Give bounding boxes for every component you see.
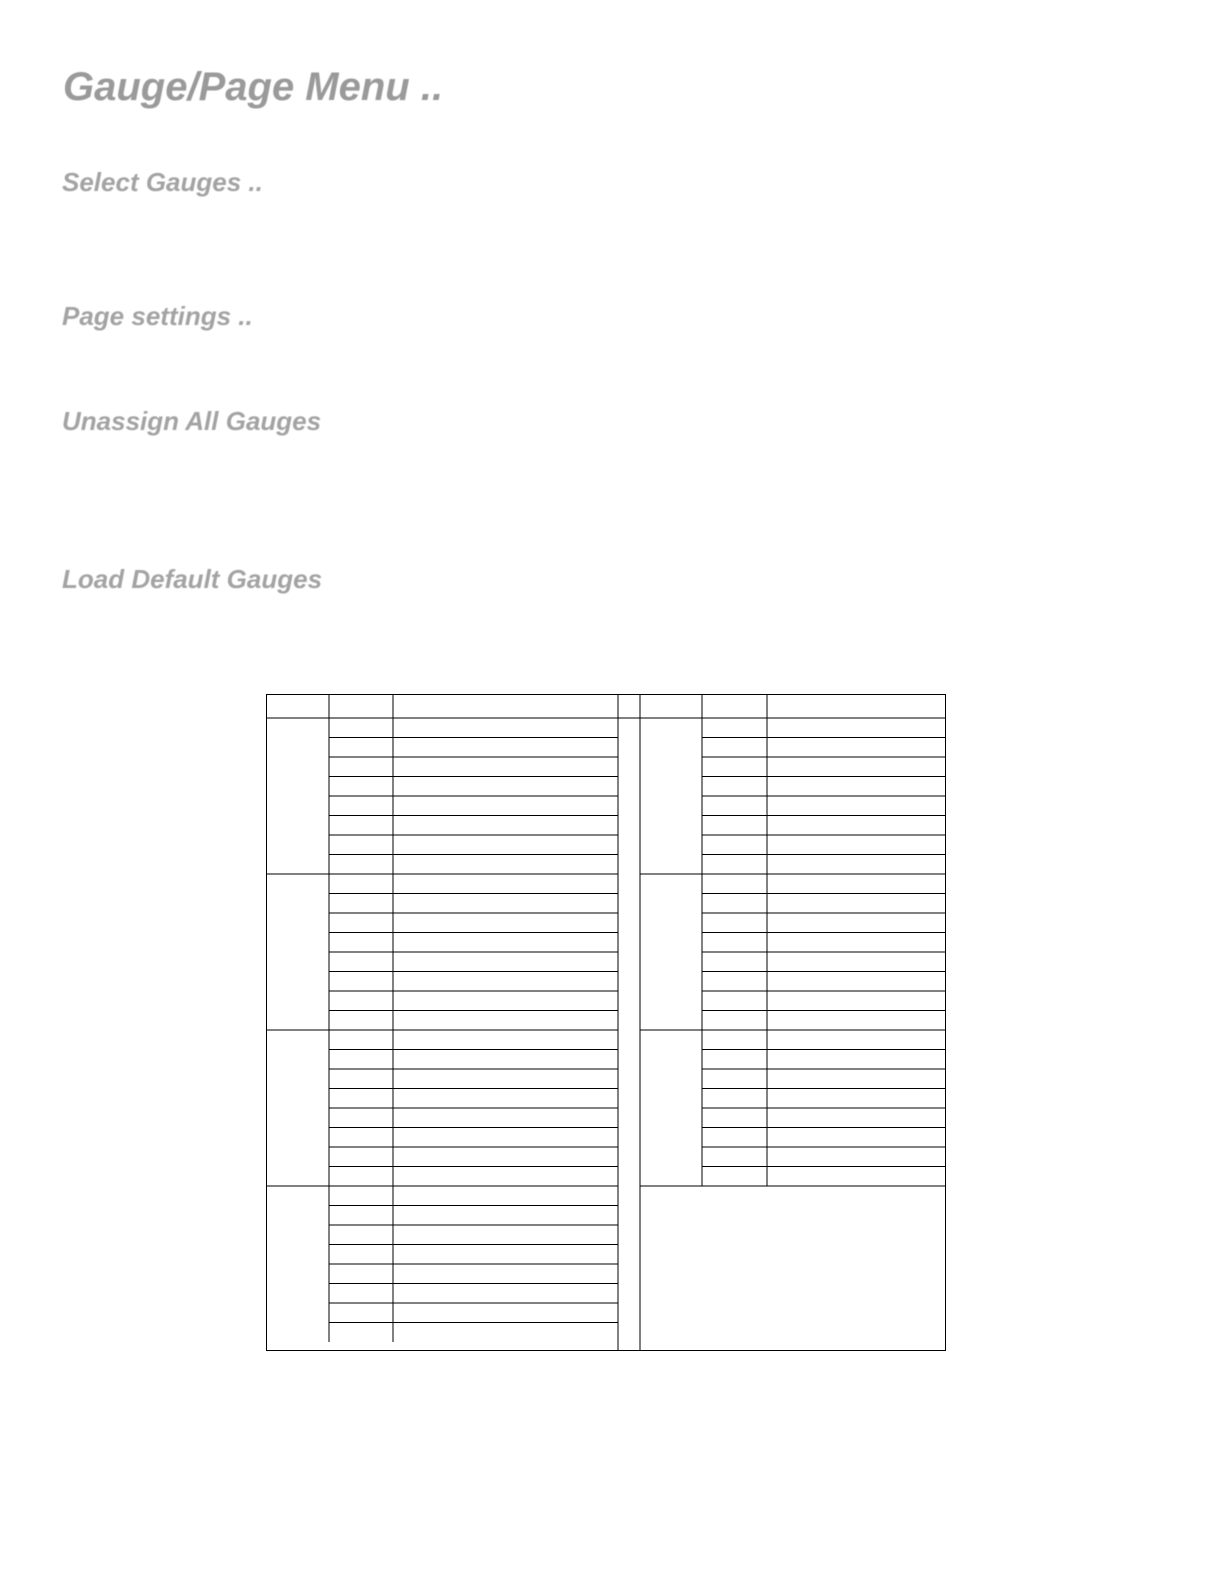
gauge-assignment-table [266, 694, 946, 1351]
table-frame [267, 695, 946, 1351]
menu-item-page-settings[interactable]: Page settings .. [62, 301, 253, 331]
menu-item-unassign-all-gauges[interactable]: Unassign All Gauges [62, 406, 322, 436]
gauge-assignment-grid [266, 694, 946, 1351]
menu-item-select-gauges[interactable]: Select Gauges .. [62, 167, 263, 197]
page-title: Gauge/Page Menu .. [63, 65, 444, 109]
menu-item-load-default-gauges[interactable]: Load Default Gauges [62, 564, 323, 594]
